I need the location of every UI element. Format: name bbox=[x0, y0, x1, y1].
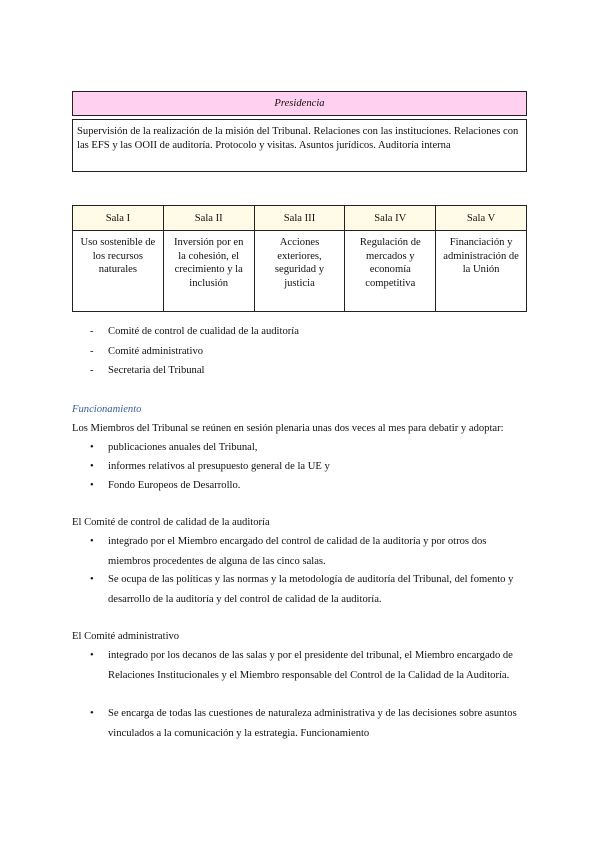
bullet-marker: • bbox=[90, 536, 94, 547]
sala-header: Sala IV bbox=[345, 206, 436, 231]
bullet-item: Se encarga de todas las cuestiones de naturaleza administrativa y de las decisiones sobre asuntos vinculados a la comunicación y la estrategia. Funcionamiento bbox=[108, 708, 517, 739]
dash-marker: - bbox=[90, 365, 94, 376]
dash-marker: - bbox=[90, 345, 94, 357]
bullet-marker: • bbox=[90, 461, 94, 472]
sala-description: Inversión por en la cohesión, el crecimiento y la inclusión bbox=[163, 231, 254, 312]
dash-marker: - bbox=[90, 326, 94, 337]
salas-table bbox=[72, 205, 527, 312]
sala-header: Sala I bbox=[73, 206, 164, 231]
sala-header: Sala II bbox=[163, 206, 254, 231]
dash-list-item: Comité administrativo bbox=[108, 345, 204, 357]
presidencia-description: Supervisión de la realización de la misión del Tribunal. Relaciones con las instituciones. Relaciones con las EFS y las OOII de auditoría. Protocolo y visitas. Asuntos jurídicos. Auditoría interna bbox=[72, 119, 527, 172]
comite-admin-heading: El Comité administrativo bbox=[72, 631, 180, 642]
funcionamiento-heading: Funcionamiento bbox=[72, 404, 142, 415]
funcionamiento-intro: Los Miembros del Tribunal se reúnen en sesión plenaria unas dos veces al mes para debatir y adoptar: bbox=[72, 423, 504, 434]
sala-header: Sala III bbox=[254, 206, 345, 231]
bullet-marker: • bbox=[90, 442, 94, 453]
bullet-marker: • bbox=[90, 708, 94, 719]
dash-list-item: Secretaria del Tribunal bbox=[108, 365, 205, 376]
salas-description-row bbox=[73, 231, 527, 312]
dash-list-item: Comité de control de cualidad de la auditoría bbox=[108, 326, 299, 337]
sala-description: Uso sostenible de los recursos naturales bbox=[73, 231, 164, 312]
bullet-marker: • bbox=[90, 480, 94, 491]
bullet-marker: • bbox=[90, 650, 94, 661]
salas-header-row bbox=[73, 206, 527, 231]
bullet-marker: • bbox=[90, 574, 94, 585]
comite-calidad-heading: El Comité de control de calidad de la auditoría bbox=[72, 517, 270, 528]
bullet-item: integrado por los decanos de las salas y por el presidente del tribunal, el Miembro encargado de Relaciones Institucionales y el Miembro responsable del Control de la Calidad de la Auditoría. bbox=[108, 650, 513, 681]
sala-header: Sala V bbox=[436, 206, 527, 231]
sala-description: Regulación de mercados y economía competitiva bbox=[345, 231, 436, 312]
bullet-item: Fondo Europeos de Desarrollo. bbox=[108, 480, 241, 491]
presidencia-title: Presidencia bbox=[72, 91, 527, 116]
sala-description: Acciones exteriores, seguridad y justicia bbox=[254, 231, 345, 312]
sala-description: Financiación y administración de la Unión bbox=[436, 231, 527, 312]
bullet-item: informes relativos al presupuesto general de la UE y bbox=[108, 461, 330, 472]
bullet-item: publicaciones anuales del Tribunal, bbox=[108, 442, 258, 453]
bullet-item: integrado por el Miembro encargado del control de calidad de la auditoría y por otros dos miembros procedentes de alguna de las cinco salas. bbox=[108, 536, 487, 567]
bullet-item: Se ocupa de las políticas y las normas y la metodología de auditoría del Tribunal, del fomento y desarrollo de la auditoría y del control de calidad de la auditoría. bbox=[108, 574, 514, 605]
